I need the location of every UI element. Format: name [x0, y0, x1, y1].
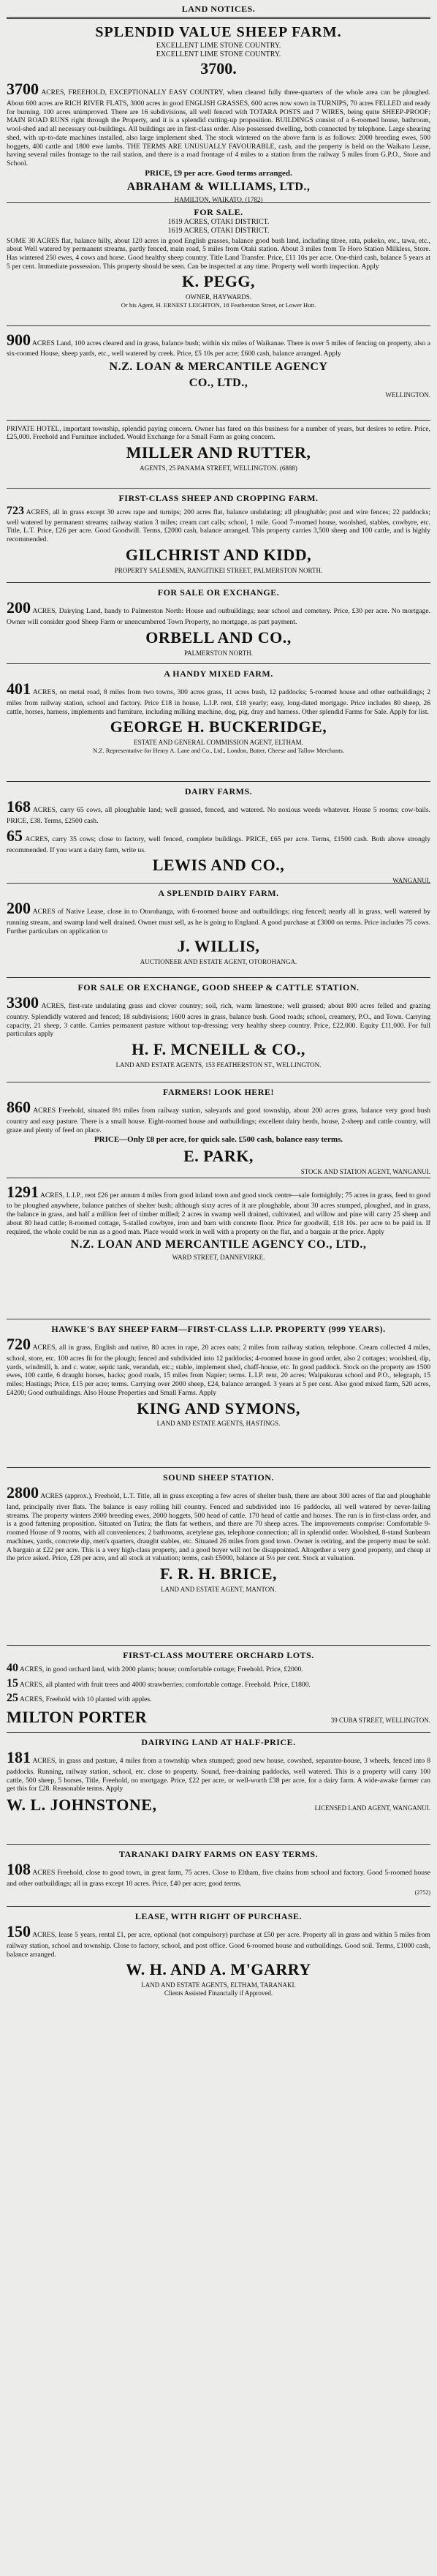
- ad-lead-number: 200: [7, 899, 31, 918]
- ad-body: [7, 1483, 430, 1563]
- ad-moutere-orchard: [7, 1648, 430, 1730]
- ad-text: ACRES Freehold, close to good town, in great farm, 75 acres. Close to Eltham, five chains from school and factory. Good 5-roomed house and other outbuildings; all in grass except 10 acres. Price, £40 per acre; good terms.: [7, 1869, 430, 1888]
- ad-sheep-cattle-station-3300: [7, 980, 430, 1080]
- ad-body: [7, 1676, 430, 1691]
- ad-lead-number: 65: [7, 826, 23, 845]
- ad-lease-150: [7, 1909, 430, 2000]
- ad-title: FARMERS! LOOK HERE!: [163, 1086, 274, 1097]
- agent-name: W. L. JOHNSTONE,: [7, 1796, 157, 1815]
- ad-acreage: 3700.: [200, 59, 237, 78]
- ad-title: DAIRY FARMS.: [184, 786, 253, 796]
- ad-lead-number: 150: [7, 1922, 31, 1941]
- ad-lead-number: 168: [7, 797, 31, 816]
- agent-address: Or his Agent, H. ERNEST LEIGHTON, 18 Featherston Street, or Lower Hutt.: [121, 301, 316, 309]
- agent-address: LAND AND ESTATE AGENTS, HASTINGS.: [156, 1420, 281, 1428]
- ad-price: PRICE—Only £8 per acre, for quick sale. £500 cash, balance easy terms.: [94, 1135, 343, 1145]
- agent-address: LAND AND ESTATE AGENTS, ELTHAM, TARANAKI.: [141, 1981, 296, 1989]
- agent-name: N.Z. LOAN AND MERCANTILE AGENCY CO., LTD.,: [70, 1238, 367, 1251]
- ad-lead-number: 3700: [7, 80, 39, 99]
- ad-body: [7, 1183, 430, 1237]
- divider: [7, 420, 430, 421]
- ad-dairy-farms: [7, 784, 430, 885]
- agent-name: H. F. MCNEILL & CO.,: [132, 1040, 305, 1059]
- ad-lead-number: 2800: [7, 1483, 39, 1502]
- ad-lead-number: 40: [7, 1662, 18, 1675]
- ad-lead-number: 860: [7, 1098, 31, 1117]
- agent-address: LAND AND ESTATE AGENT, MANTON.: [161, 1585, 276, 1593]
- agent-address: AGENTS, 25 PANAMA STREET, WELLINGTON. (6888): [140, 464, 297, 472]
- ad-text: ACRES, all in grass, English and native, 80 acres in rape, 20 acres oats; 2 miles from railway station, telephone. Cream collected 4 miles, school, store, etc. 100 acres fit for the plough; fenced and subdivided into 12 paddocks; 4-roomed house in good order, also 2 cottages; woolshed, dip, yards, windmill, h. and c. water, septic tank, verandah, etc.; stable, implement shed, chaff-house, etc. In good paddock. Stock on the property are 1500 ewes, 100 cattle, 6 draught horses, hacks; good roads, 15 miles from Napier; terms. L.I.P. rent, 20 acres; Waipukurau school and P.O., telegraph, 15 miles; Hastings; Price, £15 per acre; terms. Carrying over 2000 sheep, £24, balance arranged. 3 years at 5 per cent. Also good mixed farm, 520 acres, £4200; Good outbuildings. Also House Properties and Small Farms. Apply: [7, 1344, 430, 1397]
- ad-title: LEASE, WITH RIGHT OF PURCHASE.: [134, 1910, 303, 1921]
- agent-name: KING AND SYMONS,: [137, 1398, 300, 1417]
- ad-text: ACRES, in grass and pasture, 4 miles from a township when stumped; good new house, cowshed, separator-house, 3 wheels, fenced into 8 paddocks. Running, railway station, school, etc. close to property. Sound, free-draining paddocks, well watered. This is a property will carry 100 cattle, 500 sheep, 5 horses, Title, Freehold, no mortgage. Price, £22 per acre, or well-worth £38 per acre, for a dairy farm. A wide-awake farmer can get this for £28. Reasonable terms. Apply: [7, 1757, 430, 1793]
- divider: [7, 488, 430, 489]
- ad-body: [7, 899, 430, 935]
- ad-price: PRICE, £9 per acre. Good terms arranged.: [145, 168, 292, 178]
- ad-body: [7, 1661, 430, 1676]
- ad-text: ACRES (approx.), Freehold, L.T. Title, all in grass excepting a few acres of shelter bush, there are about 300 acres of flat and ploughable land, principally river flats. The balance is easy rolling hill country. Fenced and subdivided into 16 paddocks, all well watered by never-failing streams. The property winters 2000 breeding ewes, 2000 hoggets, 500 head of cattle. 170 head of cattle and horses. The run is in first-class order, and is a good fattening proposition. Situated on Tutira; the flats fat wethers, and there are 70 sheep acres. The improvements comprise: Comfortable 9-roomed House of 9 rooms, with all conveniences; 2 bathrooms, acetylene gas, telephone connection; all in splendid order. Woolshed, 8-stand Sunbeam machines, yards, concrete dip, men's quarters, draught stables, etc. Situated 26 miles from good town. Owner is retiring, and the property must be sold. A bargain at £22 per acre. This is a very high-class property, and a good buyer will not be disappointed. Altogether a very good property, and cheap at the price asked. Price, £28 per acre, and all stock at valuation; terms, cash £5000, balance at 5½ per cent. Stock at valuation.: [7, 1492, 430, 1563]
- divider: [7, 883, 430, 884]
- agent-address: N.Z. Representative for Henry A. Lane and Co., Ltd., London, Butter, Cheese and Tallow Merchants.: [92, 747, 344, 755]
- ad-body: [7, 1335, 430, 1397]
- ad-lead-number: 900: [7, 330, 31, 349]
- ad-body: [7, 598, 430, 627]
- agent-address: AUCTIONEER AND ESTATE AGENT, OTOROHANGA.: [140, 958, 297, 966]
- ad-title: TARANAKI DAIRY FARMS ON EASY TERMS.: [118, 1848, 319, 1859]
- agent-name: F. R. H. BRICE,: [159, 1564, 278, 1583]
- ad-text: ACRES, Dairying Land, handy to Palmerston North: House and outbuildings; near school and cemetery. Price, £30 per acre. No mortgage. Owner will consider good Sheep Farm or unencumbered Town Property, no mortgage, as part payment.: [7, 607, 430, 627]
- ad-text: ACRES, carry 65 cows, all ploughable land; well grassed, fenced, and watered. No noxious weeds whatever. House 5 rooms; cow-bails. PRICE, £38. Terms, £2500 cash.: [7, 806, 430, 826]
- ad-title: FOR SALE.: [194, 206, 243, 217]
- agent-name: ABRAHAM & WILLIAMS, LTD.,: [126, 181, 311, 194]
- ad-text: ACRES, first-rate undulating grass and clover country; soil, rich, warm limestone; well grassed; about 800 acres felled and grazing country. Splendidly watered and fenced; 18 subdivisions; 1600 acres in grass, balance bush. Good roads; school, creamery, P.O., and Town. Carrying capacity, 21 sheep, 3 cattle. Carries permanent pasture without top-dressing; very healthy sheep country. Price, £22,000. Equity £11,000. For full particulars apply: [7, 1002, 430, 1039]
- agent-block: [7, 1794, 430, 1817]
- divider: [7, 977, 430, 978]
- agent-name: J. WILLIS,: [177, 937, 260, 956]
- ad-lead-number: 720: [7, 1335, 31, 1354]
- divider: [7, 325, 430, 326]
- ad-body: [7, 1922, 430, 1959]
- divider: [7, 1732, 430, 1733]
- agent-address: WANGANUI.: [392, 877, 430, 885]
- agent-address: 39 CUBA STREET, WELLINGTON.: [330, 1716, 430, 1724]
- ad-text: ACRES, lease 5 years, rental £1, per acre, optional (not compulsory) purchase at £50 per acre. Property all in grass and within 5 miles from railway station, school and township. Close to factory, school, and post office. Good 6-roomed house and outbuildings. Good soil. Terms, £1000 cash, balance arranged.: [7, 1931, 430, 1959]
- ad-taranaki-108: [7, 1847, 430, 1904]
- ad-sheep-station-2800: [7, 1470, 430, 1643]
- agent-address: PALMERSTON NORTH.: [184, 649, 253, 657]
- ad-lip-1291: [7, 1180, 430, 1317]
- ad-dairying-200: [7, 585, 430, 661]
- agent-name: E. PARK,: [183, 1146, 254, 1165]
- ad-body: [7, 1098, 430, 1134]
- ad-farmers-860: [7, 1085, 430, 1175]
- agent-block: [7, 1706, 430, 1729]
- agent-address: WARD STREET, DANNEVIRKE.: [172, 1253, 265, 1261]
- ad-sheep-farm-3700: [7, 21, 430, 203]
- ad-body: [7, 80, 430, 167]
- agent-name: N.Z. LOAN & MERCANTILE AGENCY: [109, 361, 328, 374]
- ad-waikanae-900: [7, 328, 430, 418]
- agent-name: ORBELL AND CO.,: [145, 628, 292, 647]
- ad-private-hotel: [7, 423, 430, 486]
- divider: [7, 1844, 430, 1845]
- ad-title: FIRST-CLASS SHEEP AND CROPPING FARM.: [118, 492, 319, 503]
- agent-address: HAMILTON, WAIKATO, (1782): [174, 195, 263, 203]
- agent-name: GILCHRIST AND KIDD,: [125, 545, 312, 564]
- ad-body: [7, 1860, 430, 1888]
- ad-lead-number: 3300: [7, 993, 39, 1012]
- ad-body: PRIVATE HOTEL, important township, splendid paying concern. Owner has fared on this business for a number of years, but desires to retire. Price, £25,000. Freehold and Furniture included. Would Exchange for a Small Farm as going concern.: [7, 424, 430, 442]
- ad-body: [7, 826, 430, 855]
- ad-lead-number: 15: [7, 1676, 18, 1690]
- ad-body: [7, 1691, 430, 1706]
- ad-text: ACRES, Freehold with 10 planted with apples.: [19, 1695, 152, 1704]
- agent-name: K. PEGG,: [182, 272, 255, 291]
- ad-lead-number: 723: [7, 505, 24, 518]
- ad-text: ACRES, all in grass except 30 acres rape and turnips; 200 acres flat, balance undulating; all ploughable; post and wire fences; 22 paddocks; well watered by permanent streams; railway station 3 miles; cream cart calls; school, 1 mile. Good 7-roomed house, woolshed, stables, cowbyre, etc. Title, L.T. Price, £26 per acre. Good Goodwill. Terms, £2000 cash, balance arranged. This property carries 3,500 sheep and 100 cattle, and is highly recommended.: [7, 508, 431, 544]
- ad-body: [7, 993, 430, 1039]
- ad-title: SPLENDID VALUE SHEEP FARM.: [95, 23, 342, 40]
- ad-title: SOUND SHEEP STATION.: [163, 1472, 274, 1483]
- ad-subtitle: EXCELLENT LIME STONE COUNTRY.: [156, 50, 281, 59]
- ad-text: ACRES Freehold, situated 8½ miles from railway station, saleyards and good township, about 200 acres grass, balance very good bush country and easy pasture. There is a small house. Eight-roomed house and outbuildings; excellent dairy herds, house, 2-sheep and cattle country, will graze and plenty of feed on place.: [7, 1107, 430, 1134]
- ad-subtitle: 1619 ACRES, OTAKI DISTRICT.: [167, 227, 270, 236]
- ad-lead-number: 401: [7, 679, 31, 698]
- agent-name: MILLER AND RUTTER,: [126, 443, 311, 462]
- ad-cropping-farm-723: [7, 491, 430, 580]
- ad-code: (2752): [414, 1888, 430, 1896]
- agent-address: LAND AND ESTATE AGENTS, 153 FEATHERSTON ST., WELLINGTON.: [115, 1061, 322, 1069]
- divider: [7, 1906, 430, 1907]
- agent-address: STOCK AND STATION AGENT, WANGANUI.: [300, 1167, 430, 1175]
- ad-subtitle: 1619 ACRES, OTAKI DISTRICT.: [167, 218, 270, 227]
- divider: [7, 1467, 430, 1468]
- ad-otorohanga-200: [7, 886, 430, 975]
- divider: [7, 17, 430, 19]
- ad-dairying-181: [7, 1735, 430, 1842]
- agent-name: CO., LTD.,: [189, 376, 248, 389]
- ad-lead-number: 108: [7, 1860, 31, 1879]
- ad-text: ACRES, carry 35 cows; close to factory, well fenced, complete buildings. PRICE, £65 per acre. Terms, £1500 cash. Both above strongly recommended. If you want a dairy farm, write us.: [7, 835, 430, 854]
- ad-title: HAWKE'S BAY SHEEP FARM—FIRST-CLASS L.I.P. PROPERTY (999 YEARS).: [51, 1323, 386, 1334]
- ad-title: A SPLENDID DAIRY FARM.: [158, 887, 279, 898]
- ad-text: ACRES, all planted with fruit trees and 4000 strawberries; comfortable cottage. Freehold. Price, £1800.: [19, 1680, 311, 1689]
- ad-text: ACRES of Native Lease, close in to Otorohanga, with 6-roomed house and outbuildings; ring fenced; nearly all in grass, well watered by running stream, and swamp land well drained. Owner must sell, as he is going to England. A good purchase at £3000 on terms. Price includes 75 cows. Further particulars on application to: [7, 908, 430, 935]
- agent-name: GEORGE H. BUCKERIDGE,: [110, 718, 327, 737]
- ad-title: DAIRYING LAND AT HALF-PRICE.: [141, 1736, 296, 1747]
- ad-mixed-farm-401: [7, 666, 430, 779]
- divider: [7, 582, 430, 583]
- agent-address: Clients Assisted Financially if Approved.: [164, 1989, 273, 1997]
- ad-body: [7, 504, 430, 544]
- land-notices-page: [7, 0, 430, 2003]
- divider: [7, 663, 430, 664]
- agent-address: ESTATE AND GENERAL COMMISSION AGENT, ELTHAM.: [134, 739, 303, 747]
- divider: [7, 1645, 430, 1646]
- ad-title: FIRST-CLASS MOUTERE ORCHARD LOTS.: [123, 1649, 314, 1660]
- ad-title: FOR SALE OR EXCHANGE.: [157, 587, 280, 598]
- ad-body: [7, 797, 430, 826]
- agent-address: OWNER, HAYWARDS.: [186, 293, 251, 301]
- ad-text: ACRES, on metal road, 8 miles from two towns, 300 acres grass, 11 acres bush, 12 paddocks; 5-roomed house and other outbuildings; 2 miles from railway station, school and factory. Price £18 in house, L.I.P. rent, £18 yearly; easy, long-dated mortgage. Price includes 80 sheep, 26 cattle, horses, harness, implements and furniture, including milking machine, dog, pig, dray and harness. Other splendid Farms for Sale. Apply for list.: [7, 688, 430, 716]
- ad-text: ACRES, in good orchard land, with 2000 plants; house; comfortable cottage; Freehold. Price, £2000.: [19, 1665, 303, 1674]
- ad-text: ACRES Land, 100 acres cleared and in grass, balance bush; within six miles of Waikanae. There is over 5 miles of fencing on property, also a six-roomed House, sheep yards, etc., well watered by creek. Price, £5 10s per acre; £600 cash, balance arranged. Apply: [7, 339, 430, 358]
- agent-address: WELLINGTON.: [385, 391, 430, 399]
- agent-address: LICENSED LAND AGENT, WANGANUI.: [314, 1804, 430, 1812]
- ad-lead-number: 200: [7, 598, 31, 617]
- ad-otaki-1619: [7, 205, 430, 323]
- ad-text: ACRES, FREEHOLD, EXCEPTIONALLY EASY COUNTRY, when cleared fully three-quarters of the whole area can be ploughed. About 600 acres are RICH RIVER FLATS, 3000 acres in good ENGLISH GRASSES, 600 acres now sown in TURNIPS, 70 acres FELLED and ready for burning. 100 acres unimproved. There are 16 subdivisions, all well fenced with TOTARA POSTS and 7 WIRES, being quite SHEEP-PROOF; MAIN ROAD RUNS right through the Property, and it is a splendid cutting-up proposition. BUILDINGS consist of a 6-roomed house, bathroom, wool-shed and all necessary out-buildings. All buildings are in first-class order. Also possessed dwelling, both connected by telephone. Large shearing shed, with up-to-date machines installed, also large implement shed. The stock wintered on the above farm is as follows: 2000 breeding ewes, 500 hoggets, 400 cattle and 1800 ewe lambs. THE TERMS ARE UNUSUALLY FAVOURABLE, cash, and the property is held on the Waikato Lease, having several miles frontage to the rail station, and there is a road frontage of 4 miles to a station from the railway 5 miles from G.P.O., Store and School.: [7, 88, 430, 167]
- ad-body: SOME 30 ACRES flat, balance hilly, about 120 acres in good English grasses, balance good bush land, including titree, rata, pukeko, etc., tawa, etc., about Well watered by permanent streams, partly fenced, main road, 5 miles from Otaki station. About 3 miles from Te Horo Station Milkless, Store. Has wintered 250 ewes, 4 cows and horse. Good healthy sheep country. Title Land Transfer. Price, £11 10s per acre. One-third cash, balance 5 years at 5 per cent. Immediate possession. This property should be seen. Can be inspected at any time. Property well worth inspection. Apply: [7, 236, 430, 271]
- section-header: LAND NOTICES.: [181, 4, 256, 14]
- ad-hawkes-bay-720: [7, 1322, 430, 1465]
- ad-body: [7, 1748, 430, 1793]
- ad-body: [7, 679, 430, 716]
- ad-text: ACRES, L.I.P., rent £26 per annum 4 miles from good inland town and good stock centre—sale fortnightly; 75 acres in grass, feed to good to be ploughed anywhere, balance patches of shelter bush; although sixty acres of it are ploughable, about 30 acres stumped, ploughed, and in grass, the balance in grass, and half a million feet of timber milled; 2 acres in swamp well drained, cultivated, and willow and pine will carry 25 sheep and about 80 head cattle; 8-roomed cottage, 5-stalled cowbyre, iron and barn with concrete floor. Price for goodwill, £18 10s. per acre to be paid in. If required, the whole could be run as a good man. Place would work in well with a property on the flat, and a bargain at the price. Apply: [7, 1191, 430, 1236]
- ad-title: FOR SALE OR EXCHANGE, GOOD SHEEP & CATTLE STATION.: [77, 982, 360, 993]
- ad-subtitle: EXCELLENT LIME STONE COUNTRY.: [156, 42, 281, 50]
- ad-lead-number: 25: [7, 1692, 18, 1705]
- ad-lead-number: 1291: [7, 1182, 39, 1201]
- agent-name: MILTON PORTER: [7, 1707, 148, 1726]
- ad-lead-number: 181: [7, 1748, 31, 1767]
- agent-name: LEWIS AND CO.,: [152, 856, 285, 875]
- agent-address: PROPERTY SALESMEN, RANGITIKEI STREET, PALMERSTON NORTH.: [114, 566, 323, 574]
- ad-body: [7, 331, 430, 359]
- agent-name: W. H. AND A. M'GARRY: [126, 1960, 311, 1979]
- ad-title: A HANDY MIXED FARM.: [164, 668, 273, 679]
- divider: [7, 781, 430, 782]
